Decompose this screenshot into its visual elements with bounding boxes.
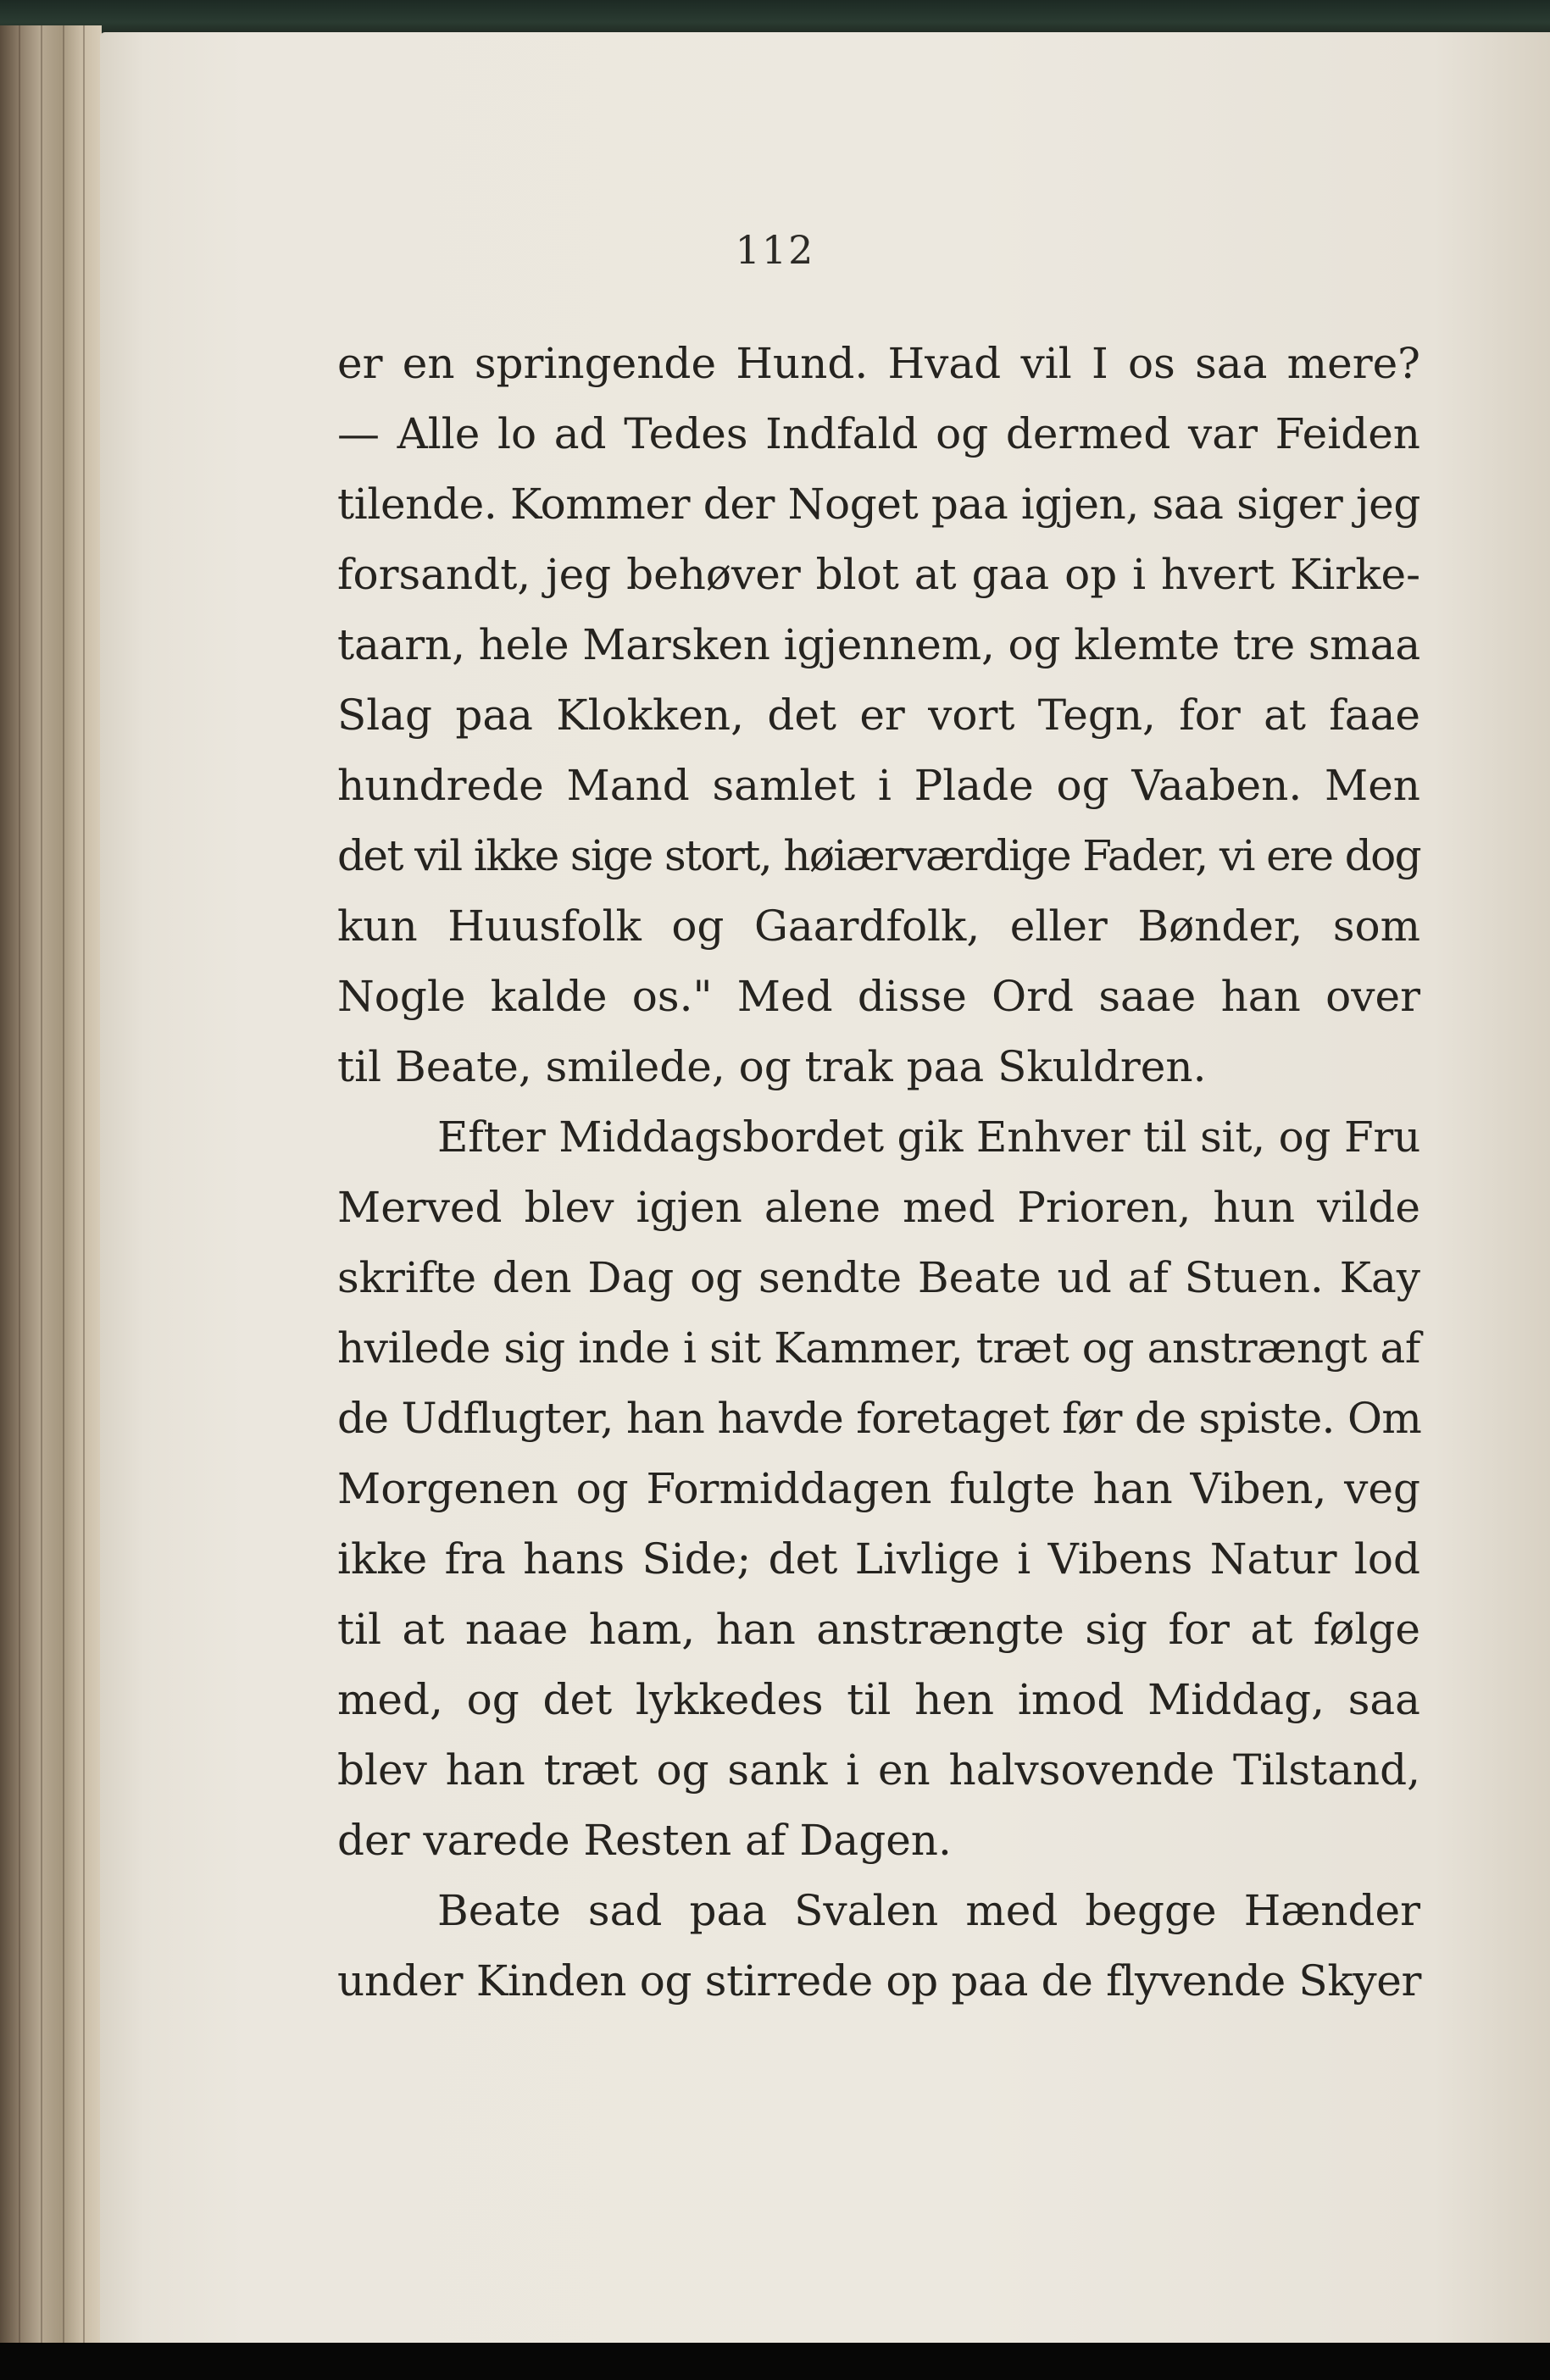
text-line: tilende. Kommer der Noget paa igjen, saa siger jeg	[337, 480, 1420, 529]
page-number: 112	[735, 227, 815, 273]
text-line: der varede Resten af Dagen.	[337, 1816, 952, 1865]
text-line: blev han træt og sank i en halvsovende Tilstand,	[337, 1745, 1420, 1795]
background-bottom	[0, 2343, 1550, 2380]
text-line: med, og det lykkedes til hen imod Middag, saa	[337, 1675, 1420, 1724]
text-line: ikke fra hans Side; det Livlige i Vibens Natur lod	[337, 1534, 1420, 1584]
text-line: til Beate, smilede, og trak paa Skuldren.	[337, 1042, 1207, 1091]
text-line: Slag paa Klokken, det er vort Tegn, for at faae	[337, 691, 1420, 740]
text-line: Merved blev igjen alene med Prioren, hun vilde	[337, 1183, 1420, 1232]
text-line: hvilede sig inde i sit Kammer, træt og anstrængt af	[337, 1323, 1420, 1373]
text-line: taarn, hele Marsken igjennem, og klemte tre smaa	[337, 620, 1421, 669]
text-line: Nogle kalde os." Med disse Ord saae han over	[337, 972, 1420, 1021]
text-line: — Alle lo ad Tedes Indfald og dermed var Feiden	[337, 409, 1420, 458]
text-line: hundrede Mand samlet i Plade og Vaaben. Men	[337, 761, 1420, 810]
text-line: forsandt, jeg behøver blot at gaa op i hvert Kirke-	[337, 550, 1420, 599]
book-page-edges	[0, 25, 102, 2343]
text-line: Morgenen og Formiddagen fulgte han Viben, veg	[337, 1464, 1420, 1513]
text-line: til at naae ham, han anstrængte sig for at følge	[337, 1605, 1420, 1654]
text-line: Efter Middagsbordet gik Enhver til sit, og Fru	[437, 1112, 1421, 1162]
body-text	[337, 329, 1420, 2017]
text-line: kun Huusfolk og Gaardfolk, eller Bønder, som	[337, 902, 1420, 951]
text-line: det vil ikke sige stort, høiærværdige Fader, vi ere dog	[337, 831, 1420, 880]
text-line: skrifte den Dag og sendte Beate ud af Stuen. Kay	[337, 1253, 1420, 1302]
text-line: under Kinden og stirrede op paa de flyvende Skyer	[337, 1956, 1422, 2006]
text-line: Beate sad paa Svalen med begge Hænder	[437, 1886, 1420, 1935]
text-line: de Udflugter, han havde foretaget før de spiste. Om	[337, 1394, 1422, 1443]
text-line: er en springende Hund. Hvad vil I os saa mere?	[337, 339, 1420, 388]
